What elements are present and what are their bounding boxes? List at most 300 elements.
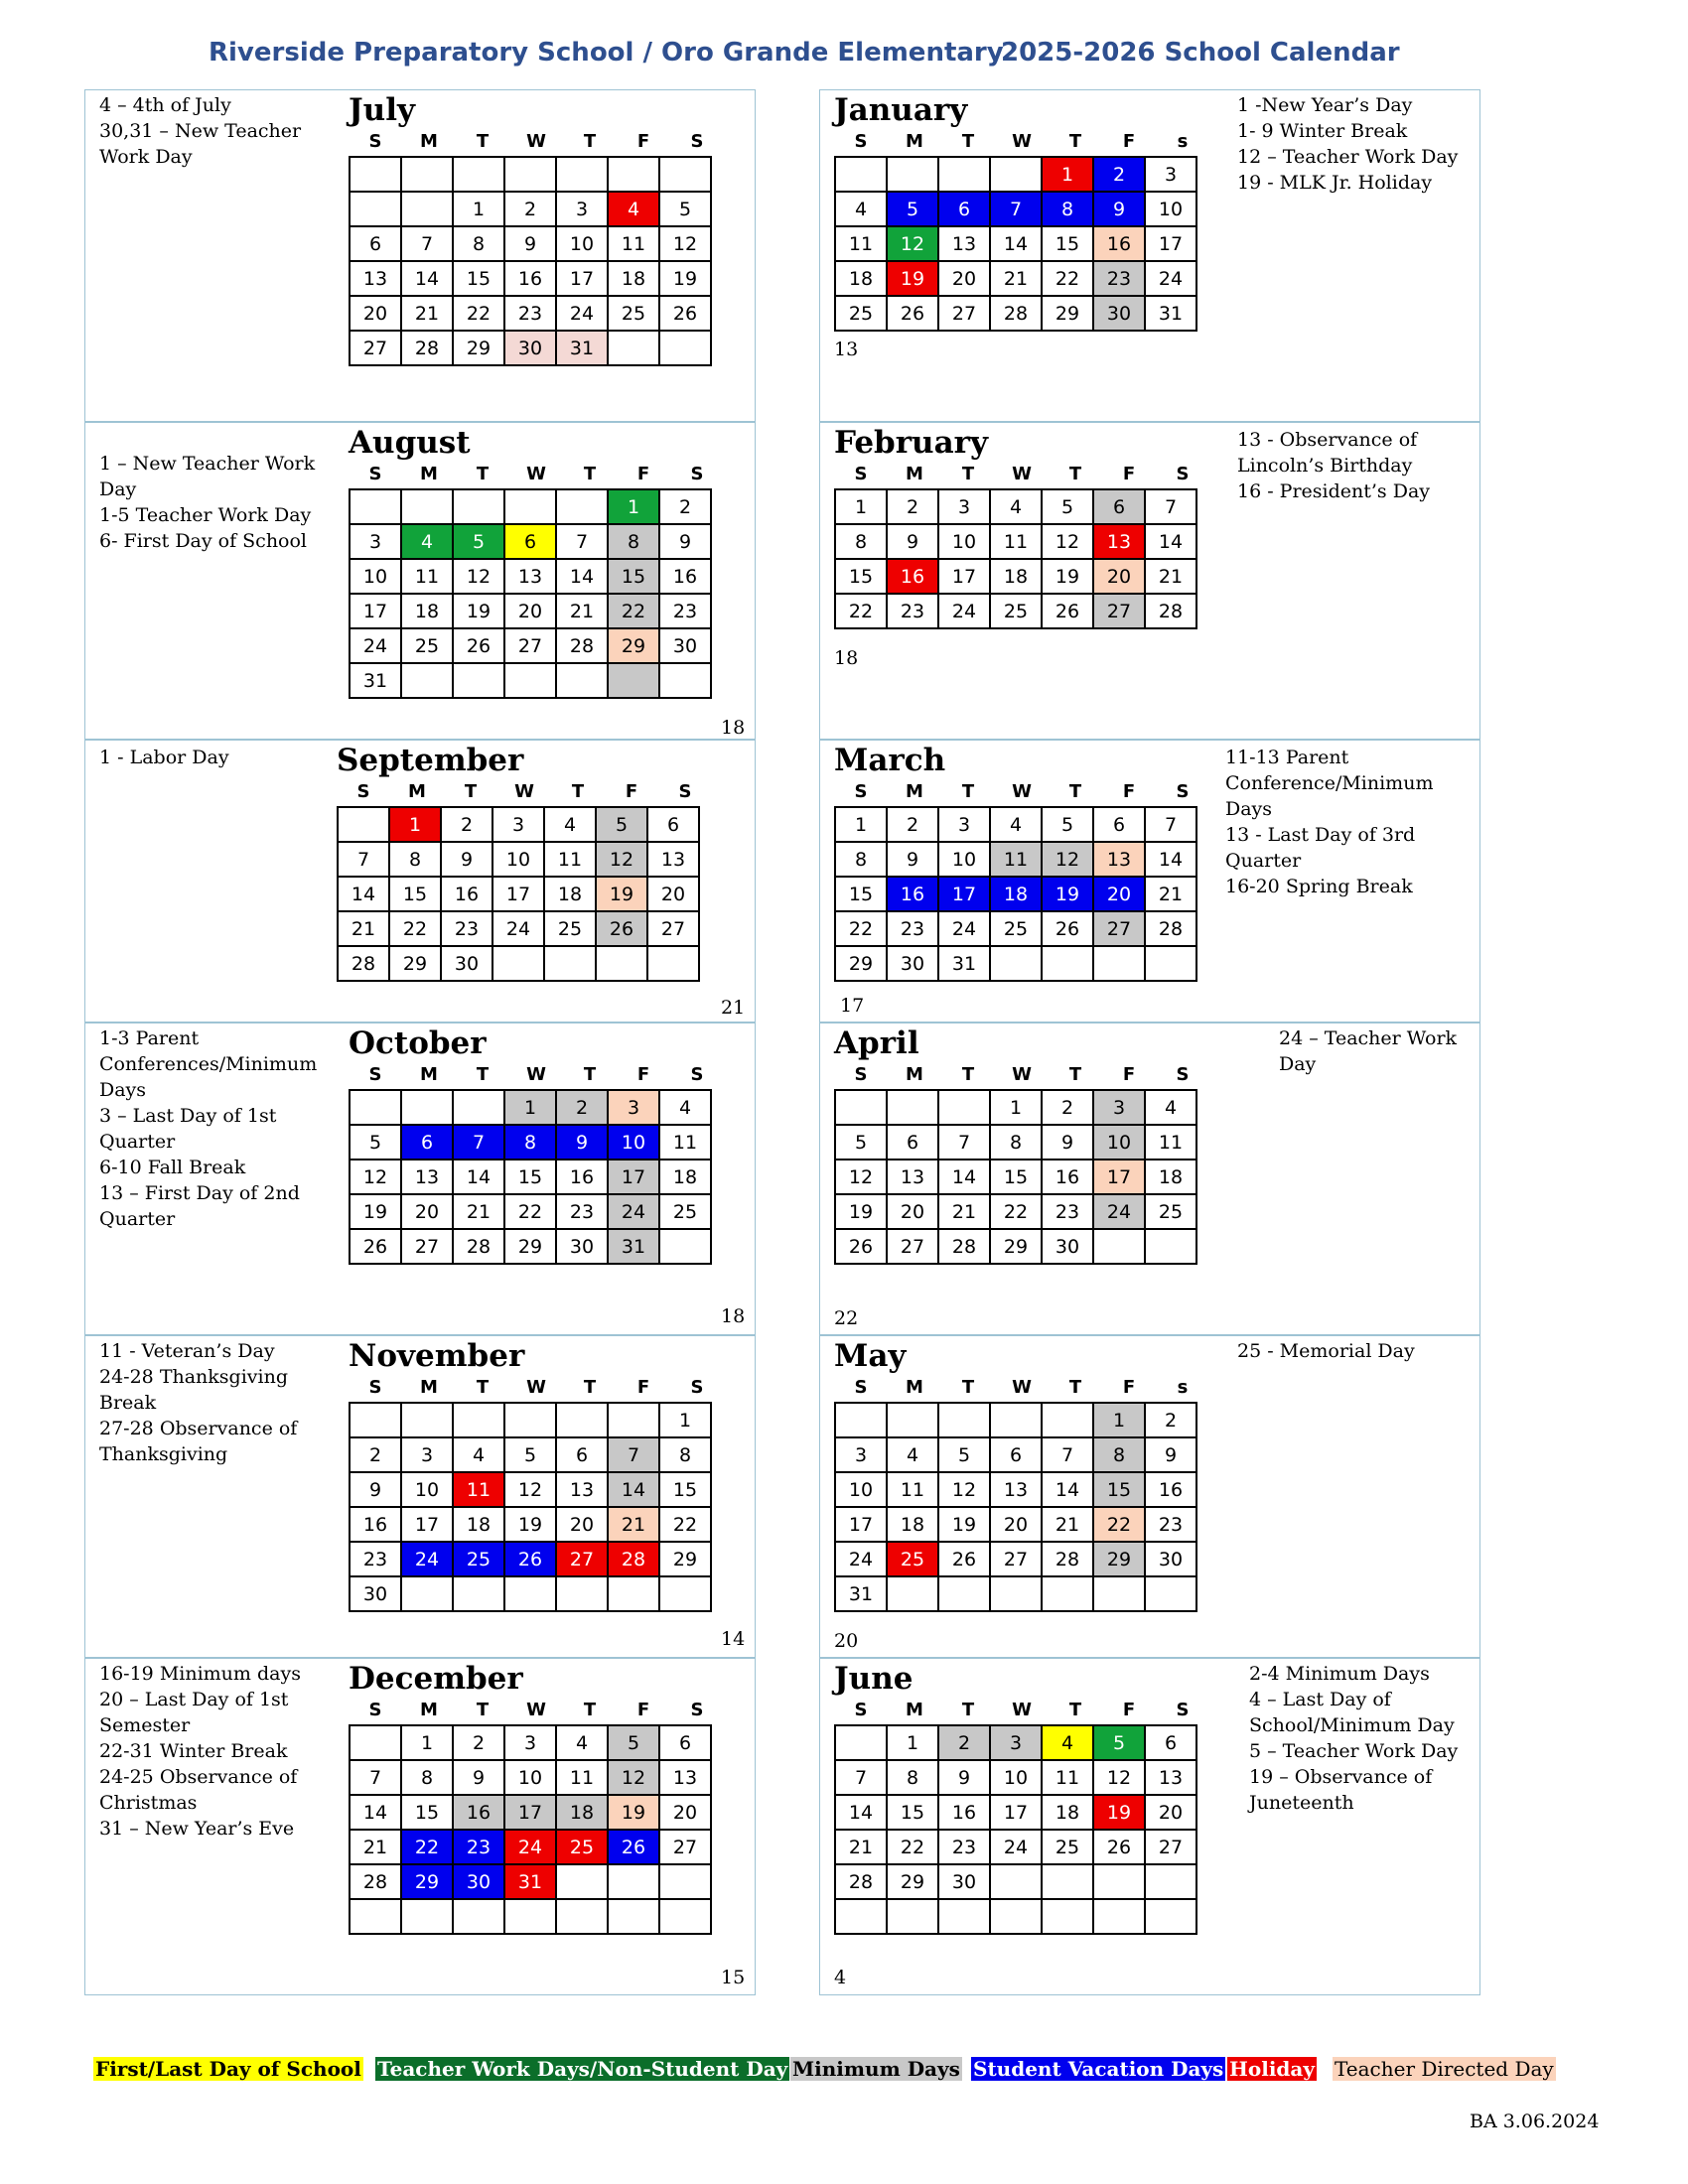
day-cell: 15 — [835, 877, 887, 911]
day-cell — [1145, 1864, 1196, 1899]
weekday-header — [349, 1061, 724, 1089]
week-row — [350, 261, 711, 296]
weekday-label: S — [854, 131, 868, 152]
month-panel-june — [819, 1658, 1480, 1995]
weekday-label: W — [526, 1377, 546, 1398]
day-cell: 24 — [1145, 261, 1196, 296]
week-row — [835, 1160, 1196, 1194]
day-cell: 28 — [938, 1229, 990, 1264]
month-panel-july — [84, 89, 756, 422]
day-cell: 24 — [990, 1830, 1042, 1864]
day-cell: 11 — [990, 842, 1042, 877]
week-row — [350, 1864, 711, 1899]
day-cell — [938, 1403, 990, 1437]
day-cell: 16 — [504, 261, 556, 296]
day-cell: 18 — [990, 877, 1042, 911]
day-cell — [556, 489, 608, 524]
school-day-count: 22 — [834, 1307, 859, 1329]
day-cell: 23 — [504, 296, 556, 331]
day-cell: 7 — [556, 524, 608, 559]
weekday-label: T — [476, 131, 490, 152]
day-cell — [1093, 1229, 1145, 1264]
day-cell: 5 — [835, 1125, 887, 1160]
weekday-label: T — [961, 1377, 975, 1398]
day-cell — [1093, 946, 1145, 981]
day-cell — [556, 1864, 608, 1899]
month-notes: 2-4 Minimum Days 4 – Last Day of School/Minimum Day 5 – Teacher Work Day 19 – Observance of Juneteenth — [1249, 1663, 1459, 1814]
weekday-label: M — [906, 1064, 923, 1085]
day-cell: 19 — [596, 877, 647, 911]
day-cell: 6 — [556, 1437, 608, 1472]
day-cell: 25 — [835, 296, 887, 331]
day-cell: 8 — [990, 1125, 1042, 1160]
week-row — [350, 1795, 711, 1830]
day-cell — [887, 1576, 938, 1611]
week-row — [835, 524, 1196, 559]
day-cell — [835, 157, 887, 192]
day-cell: 14 — [1145, 842, 1196, 877]
day-cell: 2 — [887, 489, 938, 524]
day-cell: 30 — [556, 1229, 608, 1264]
weekday-header — [337, 778, 712, 806]
day-cell: 26 — [1042, 911, 1093, 946]
day-cell — [835, 1090, 887, 1125]
day-cell: 1 — [608, 489, 659, 524]
day-cell: 4 — [1145, 1090, 1196, 1125]
month-calendar — [834, 778, 1209, 982]
day-cell: 8 — [504, 1125, 556, 1160]
month-calendar — [834, 128, 1209, 332]
school-day-count: 18 — [721, 717, 746, 739]
weekday-label: S — [690, 464, 704, 484]
day-cell — [350, 1090, 401, 1125]
weekday-label: W — [514, 781, 534, 802]
weekday-label: S — [678, 781, 692, 802]
week-row — [350, 1507, 711, 1542]
day-cell: 18 — [453, 1507, 504, 1542]
weekday-label: T — [1068, 464, 1082, 484]
day-cell: 11 — [544, 842, 596, 877]
day-cell: 6 — [1093, 489, 1145, 524]
day-cell: 15 — [835, 559, 887, 594]
day-cell: 9 — [504, 226, 556, 261]
day-cell: 28 — [1145, 594, 1196, 628]
month-title: May — [834, 1338, 907, 1374]
month-calendar — [349, 128, 724, 366]
day-cell: 1 — [835, 807, 887, 842]
day-cell: 7 — [401, 226, 453, 261]
day-cell: 4 — [544, 807, 596, 842]
day-cell — [835, 1725, 887, 1760]
day-cell: 27 — [659, 1830, 711, 1864]
day-cell: 27 — [1145, 1830, 1196, 1864]
day-cell: 16 — [887, 877, 938, 911]
day-cell: 29 — [453, 331, 504, 365]
week-row — [350, 1437, 711, 1472]
day-cell: 3 — [401, 1437, 453, 1472]
day-cell: 9 — [453, 1760, 504, 1795]
weekday-label: F — [636, 1700, 650, 1720]
day-cell: 12 — [350, 1160, 401, 1194]
day-cell: 12 — [1042, 524, 1093, 559]
day-cell: 25 — [990, 911, 1042, 946]
day-cell — [659, 157, 711, 192]
day-cell: 14 — [835, 1795, 887, 1830]
day-cell: 24 — [608, 1194, 659, 1229]
day-cell: 4 — [990, 489, 1042, 524]
weekday-label: S — [368, 1700, 382, 1720]
day-cell: 23 — [938, 1830, 990, 1864]
day-cell: 2 — [887, 807, 938, 842]
day-cell: 17 — [492, 877, 544, 911]
month-calendar — [349, 1697, 724, 1935]
day-cell: 17 — [608, 1160, 659, 1194]
day-grid — [349, 488, 712, 699]
school-name: Riverside Preparatory School / Oro Grande Elementary — [209, 38, 1004, 68]
day-cell: 19 — [1042, 877, 1093, 911]
week-row — [835, 1229, 1196, 1264]
day-cell — [350, 489, 401, 524]
day-cell — [544, 946, 596, 981]
day-cell: 21 — [990, 261, 1042, 296]
weekday-label: F — [1122, 1377, 1136, 1398]
day-cell — [1042, 1576, 1093, 1611]
weekday-label: T — [476, 1700, 490, 1720]
week-row — [350, 331, 711, 365]
month-calendar — [834, 1374, 1209, 1612]
month-notes: 13 - Observance of Lincoln’s Birthday 16 - President’s Day — [1237, 429, 1431, 502]
week-row — [835, 226, 1196, 261]
weekday-header — [834, 778, 1209, 806]
day-cell: 3 — [556, 192, 608, 226]
day-cell — [556, 1899, 608, 1934]
day-cell — [659, 1864, 711, 1899]
weekday-label: T — [961, 781, 975, 802]
week-row — [835, 1830, 1196, 1864]
day-cell: 17 — [1145, 226, 1196, 261]
day-cell: 19 — [608, 1795, 659, 1830]
week-row — [350, 157, 711, 192]
day-cell: 22 — [990, 1194, 1042, 1229]
weekday-label: S — [1176, 464, 1190, 484]
weekday-label: W — [1012, 464, 1032, 484]
month-notes: 1 -New Year’s Day 1- 9 Winter Break 12 – Teacher Work Day 19 - MLK Jr. Holiday — [1237, 94, 1459, 194]
day-cell — [835, 1403, 887, 1437]
month-panel-november — [84, 1335, 756, 1658]
day-cell: 8 — [835, 524, 887, 559]
day-cell — [990, 1864, 1042, 1899]
day-cell: 5 — [608, 1725, 659, 1760]
day-cell — [990, 1576, 1042, 1611]
day-cell — [608, 331, 659, 365]
week-row — [350, 489, 711, 524]
day-cell — [938, 1576, 990, 1611]
week-row — [835, 594, 1196, 628]
day-cell: 17 — [938, 559, 990, 594]
week-row — [835, 1725, 1196, 1760]
day-cell: 16 — [1042, 1160, 1093, 1194]
school-day-count: 4 — [834, 1967, 847, 1988]
weekday-label: M — [420, 464, 438, 484]
day-cell: 5 — [659, 192, 711, 226]
week-row — [835, 1899, 1196, 1934]
day-cell — [453, 157, 504, 192]
weekday-label: W — [1012, 1064, 1032, 1085]
day-cell: 30 — [1042, 1229, 1093, 1264]
day-cell: 14 — [556, 559, 608, 594]
day-grid — [834, 1089, 1197, 1265]
day-cell: 10 — [401, 1472, 453, 1507]
week-row — [350, 663, 711, 698]
week-row — [350, 226, 711, 261]
day-cell: 21 — [608, 1507, 659, 1542]
week-row — [835, 1090, 1196, 1125]
weekday-label: T — [571, 781, 585, 802]
day-cell: 8 — [401, 1760, 453, 1795]
day-cell: 14 — [453, 1160, 504, 1194]
legend-holiday: Holiday — [1229, 2057, 1315, 2081]
day-cell — [401, 663, 453, 698]
day-cell: 9 — [938, 1760, 990, 1795]
day-cell — [556, 663, 608, 698]
day-cell: 5 — [887, 192, 938, 226]
day-cell: 20 — [350, 296, 401, 331]
day-cell: 29 — [504, 1229, 556, 1264]
day-cell: 2 — [1042, 1090, 1093, 1125]
weekday-header — [349, 461, 724, 488]
weekday-label: F — [1122, 131, 1136, 152]
day-cell: 21 — [1145, 559, 1196, 594]
day-cell — [659, 1229, 711, 1264]
day-cell: 3 — [1093, 1090, 1145, 1125]
legend-minimum-days: Minimum Days — [792, 2057, 960, 2081]
day-cell: 11 — [659, 1125, 711, 1160]
day-cell — [1042, 946, 1093, 981]
day-grid — [349, 1402, 712, 1612]
day-cell: 4 — [659, 1090, 711, 1125]
day-cell: 25 — [887, 1542, 938, 1576]
day-cell: 26 — [835, 1229, 887, 1264]
day-cell: 4 — [887, 1437, 938, 1472]
weekday-label: T — [1068, 1377, 1082, 1398]
weekday-label: T — [476, 464, 490, 484]
weekday-label: S — [854, 1700, 868, 1720]
day-cell: 24 — [504, 1830, 556, 1864]
week-row — [350, 296, 711, 331]
day-cell: 2 — [556, 1090, 608, 1125]
day-grid — [834, 1724, 1197, 1935]
legend-first-last-day: First/Last Day of School — [95, 2057, 361, 2081]
day-cell: 24 — [401, 1542, 453, 1576]
day-cell: 6 — [647, 807, 699, 842]
day-cell: 17 — [990, 1795, 1042, 1830]
day-cell: 25 — [659, 1194, 711, 1229]
day-cell: 3 — [1145, 157, 1196, 192]
day-cell: 9 — [659, 524, 711, 559]
day-cell: 15 — [401, 1795, 453, 1830]
week-row — [338, 807, 699, 842]
day-cell — [556, 157, 608, 192]
day-cell: 27 — [401, 1229, 453, 1264]
day-cell: 6 — [659, 1725, 711, 1760]
day-cell — [504, 663, 556, 698]
day-cell: 20 — [1145, 1795, 1196, 1830]
day-cell: 28 — [608, 1542, 659, 1576]
day-cell: 13 — [659, 1760, 711, 1795]
day-cell: 29 — [835, 946, 887, 981]
day-cell — [1042, 1403, 1093, 1437]
day-cell: 24 — [938, 911, 990, 946]
day-cell — [1145, 946, 1196, 981]
day-cell — [608, 1576, 659, 1611]
week-row — [350, 1160, 711, 1194]
day-cell — [453, 1899, 504, 1934]
month-notes: 4 – 4th of July 30,31 – New Teacher Work Day — [99, 94, 302, 168]
day-cell: 29 — [608, 628, 659, 663]
day-cell: 12 — [835, 1160, 887, 1194]
day-cell: 20 — [990, 1507, 1042, 1542]
weekday-label: M — [420, 1064, 438, 1085]
day-cell: 6 — [1093, 807, 1145, 842]
school-day-count: 20 — [834, 1630, 859, 1652]
weekday-label: M — [906, 781, 923, 802]
week-row — [350, 1472, 711, 1507]
month-panel-march — [819, 740, 1480, 1023]
day-cell: 21 — [350, 1830, 401, 1864]
day-cell: 29 — [659, 1542, 711, 1576]
day-cell: 28 — [453, 1229, 504, 1264]
weekday-label: W — [526, 1064, 546, 1085]
day-cell: 20 — [659, 1795, 711, 1830]
day-cell: 13 — [1093, 524, 1145, 559]
week-row — [350, 628, 711, 663]
week-row — [350, 1725, 711, 1760]
day-cell: 8 — [659, 1437, 711, 1472]
weekday-label: M — [906, 1700, 923, 1720]
week-row — [835, 559, 1196, 594]
month-panel-august — [84, 422, 756, 740]
day-cell: 3 — [608, 1090, 659, 1125]
day-cell: 19 — [887, 261, 938, 296]
day-cell: 23 — [1145, 1507, 1196, 1542]
day-cell: 26 — [504, 1542, 556, 1576]
day-cell: 20 — [556, 1507, 608, 1542]
day-cell: 21 — [556, 594, 608, 628]
day-cell — [990, 1403, 1042, 1437]
weekday-label: F — [1122, 1700, 1136, 1720]
day-cell: 13 — [1093, 842, 1145, 877]
month-title: October — [349, 1025, 487, 1061]
day-cell: 13 — [990, 1472, 1042, 1507]
day-cell: 28 — [1145, 911, 1196, 946]
month-panel-april — [819, 1023, 1480, 1335]
week-row — [350, 1090, 711, 1125]
day-cell: 27 — [1093, 594, 1145, 628]
day-cell: 4 — [835, 192, 887, 226]
day-cell — [504, 489, 556, 524]
day-cell — [401, 1899, 453, 1934]
day-cell: 11 — [990, 524, 1042, 559]
day-cell: 12 — [453, 559, 504, 594]
month-notes: 16-19 Minimum days 20 – Last Day of 1st Semester 22-31 Winter Break 24-25 Observance of Christmas 31 – New Year’s Eve — [99, 1663, 301, 1840]
day-cell: 9 — [1093, 192, 1145, 226]
day-cell: 8 — [389, 842, 441, 877]
month-notes: 1 – New Teacher Work Day 1-5 Teacher Work Day 6- First Day of School — [99, 453, 316, 552]
day-cell — [556, 1403, 608, 1437]
day-cell: 23 — [453, 1830, 504, 1864]
day-cell: 19 — [504, 1507, 556, 1542]
calendar-title: 2025-2026 School Calendar — [1001, 38, 1400, 68]
day-cell: 13 — [938, 226, 990, 261]
day-cell: 14 — [338, 877, 389, 911]
day-cell: 13 — [350, 261, 401, 296]
day-cell — [608, 157, 659, 192]
day-cell: 29 — [990, 1229, 1042, 1264]
weekday-label: s — [1177, 1377, 1189, 1398]
day-cell: 16 — [887, 559, 938, 594]
day-cell: 7 — [1145, 807, 1196, 842]
weekday-label: S — [368, 1064, 382, 1085]
day-cell — [1145, 1576, 1196, 1611]
day-cell — [1145, 1229, 1196, 1264]
day-cell: 18 — [544, 877, 596, 911]
day-cell: 3 — [350, 524, 401, 559]
day-cell — [835, 1899, 887, 1934]
month-title: November — [349, 1338, 525, 1374]
day-cell: 21 — [1145, 877, 1196, 911]
day-cell: 15 — [659, 1472, 711, 1507]
day-cell: 11 — [556, 1760, 608, 1795]
month-panel-february — [819, 422, 1480, 740]
day-cell — [887, 1403, 938, 1437]
day-cell: 17 — [350, 594, 401, 628]
day-cell: 24 — [492, 911, 544, 946]
day-cell: 2 — [1093, 157, 1145, 192]
day-cell: 16 — [1145, 1472, 1196, 1507]
day-cell — [608, 1403, 659, 1437]
day-cell — [401, 157, 453, 192]
week-row — [350, 1403, 711, 1437]
day-cell: 25 — [608, 296, 659, 331]
weekday-label: M — [408, 781, 426, 802]
day-grid — [337, 806, 700, 982]
day-cell: 13 — [887, 1160, 938, 1194]
day-cell: 10 — [1093, 1125, 1145, 1160]
day-cell: 26 — [608, 1830, 659, 1864]
day-cell — [453, 489, 504, 524]
day-cell: 27 — [938, 296, 990, 331]
day-cell: 9 — [350, 1472, 401, 1507]
day-cell: 11 — [401, 559, 453, 594]
school-day-count: 14 — [721, 1628, 746, 1650]
day-cell: 10 — [608, 1125, 659, 1160]
day-cell: 26 — [1093, 1830, 1145, 1864]
day-grid — [349, 156, 712, 366]
week-row — [835, 1864, 1196, 1899]
day-cell — [401, 1090, 453, 1125]
weekday-label: T — [583, 1064, 597, 1085]
day-cell: 5 — [1093, 1725, 1145, 1760]
weekday-label: S — [1176, 781, 1190, 802]
day-cell — [659, 331, 711, 365]
week-row — [835, 1403, 1196, 1437]
weekday-label: M — [420, 1377, 438, 1398]
weekday-header — [834, 1697, 1209, 1724]
day-cell: 13 — [504, 559, 556, 594]
day-cell: 25 — [990, 594, 1042, 628]
day-cell: 2 — [504, 192, 556, 226]
day-cell: 15 — [887, 1795, 938, 1830]
